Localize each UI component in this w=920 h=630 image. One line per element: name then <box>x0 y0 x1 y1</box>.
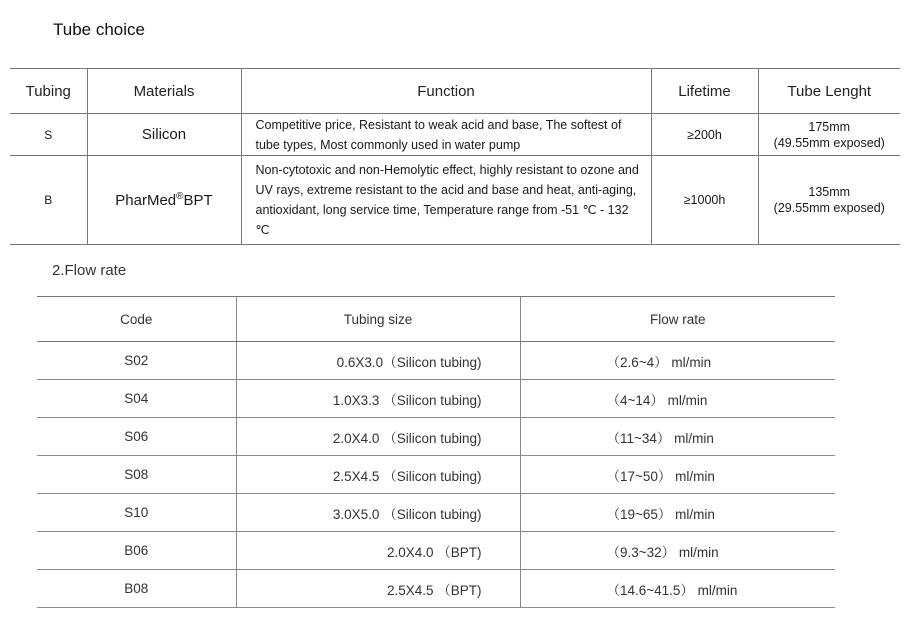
flow-rate-title: 2.Flow rate <box>52 262 127 279</box>
material <box>87 114 241 156</box>
tubing-code: B <box>10 156 87 245</box>
lifetime: ≥200h <box>651 114 758 156</box>
flow-rate: （14.6~41.5） ml/min <box>520 570 835 608</box>
tube-length <box>758 114 900 156</box>
table-row <box>37 380 835 418</box>
header-function: Function <box>241 69 651 114</box>
tubing-size: 2.0X4.0 （Silicon tubing) <box>236 418 520 456</box>
table-row <box>37 494 835 532</box>
material-name: PharMed <box>115 192 177 209</box>
material-suffix: BPT <box>183 192 213 209</box>
table-row <box>37 456 835 494</box>
flow-code: S02 <box>37 342 236 380</box>
length-note: (29.55mm exposed) <box>773 201 885 215</box>
tubing-size: 2.0X4.0 （BPT) <box>236 532 520 570</box>
flow-code: S04 <box>37 380 236 418</box>
flow-rate: （17~50） ml/min <box>520 456 835 494</box>
table-row <box>10 156 900 245</box>
flow-rate: （19~65） ml/min <box>520 494 835 532</box>
header-materials: Materials <box>87 69 241 114</box>
header-tubing: Tubing <box>10 69 87 114</box>
length-value: 175mm <box>808 119 851 134</box>
function-text: Non-cytotoxic and non-Hemolytic effect, highly resistant to ozone and UV rays, extreme resistant to the acid and base and heat, anti-aging, antioxidant, long service time, Temperature range from -51 ℃ - 132 ℃ <box>241 156 651 245</box>
header-code: Code <box>37 297 236 342</box>
tubing-size: 2.5X4.5 （Silicon tubing) <box>236 456 520 494</box>
tubing-size: 0.6X3.0（Silicon tubing) <box>236 342 520 380</box>
tubing-size: 2.5X4.5 （BPT) <box>236 570 520 608</box>
flow-code: S10 <box>37 494 236 532</box>
table-row <box>37 532 835 570</box>
flow-rate: （9.3~32） ml/min <box>520 532 835 570</box>
flow-rate: （11~34） ml/min <box>520 418 835 456</box>
header-flow-rate: Flow rate <box>520 297 835 342</box>
flow-code: B06 <box>37 532 236 570</box>
material <box>87 156 241 245</box>
flow-rate-table <box>37 296 835 608</box>
header-tubing-size: Tubing size <box>236 297 520 342</box>
table-row <box>37 570 835 608</box>
flow-code: S06 <box>37 418 236 456</box>
flow-code: S08 <box>37 456 236 494</box>
material-name: Silicon <box>141 126 187 143</box>
header-tube-length: Tube Lenght <box>758 69 900 114</box>
table-row <box>37 342 835 380</box>
table-row <box>37 418 835 456</box>
header-lifetime: Lifetime <box>651 69 758 114</box>
lifetime: ≥1000h <box>651 156 758 245</box>
tube-length <box>758 156 900 245</box>
flow-rate: （2.6~4） ml/min <box>520 342 835 380</box>
flow-rate: （4~14） ml/min <box>520 380 835 418</box>
table-row <box>10 114 900 156</box>
tubing-code: S <box>10 114 87 156</box>
function-text: Competitive price, Resistant to weak acid and base, The softest of tube types, Most commonly used in water pump <box>241 114 651 156</box>
length-note: (49.55mm exposed) <box>773 135 885 150</box>
registered-mark: ® <box>176 191 184 202</box>
page-title: Tube choice <box>53 20 145 39</box>
tubing-size: 3.0X5.0 （Silicon tubing) <box>236 494 520 532</box>
length-value: 135mm <box>808 185 851 199</box>
tube-choice-table <box>10 68 900 245</box>
tubing-size: 1.0X3.3 （Silicon tubing) <box>236 380 520 418</box>
flow-code: B08 <box>37 570 236 608</box>
